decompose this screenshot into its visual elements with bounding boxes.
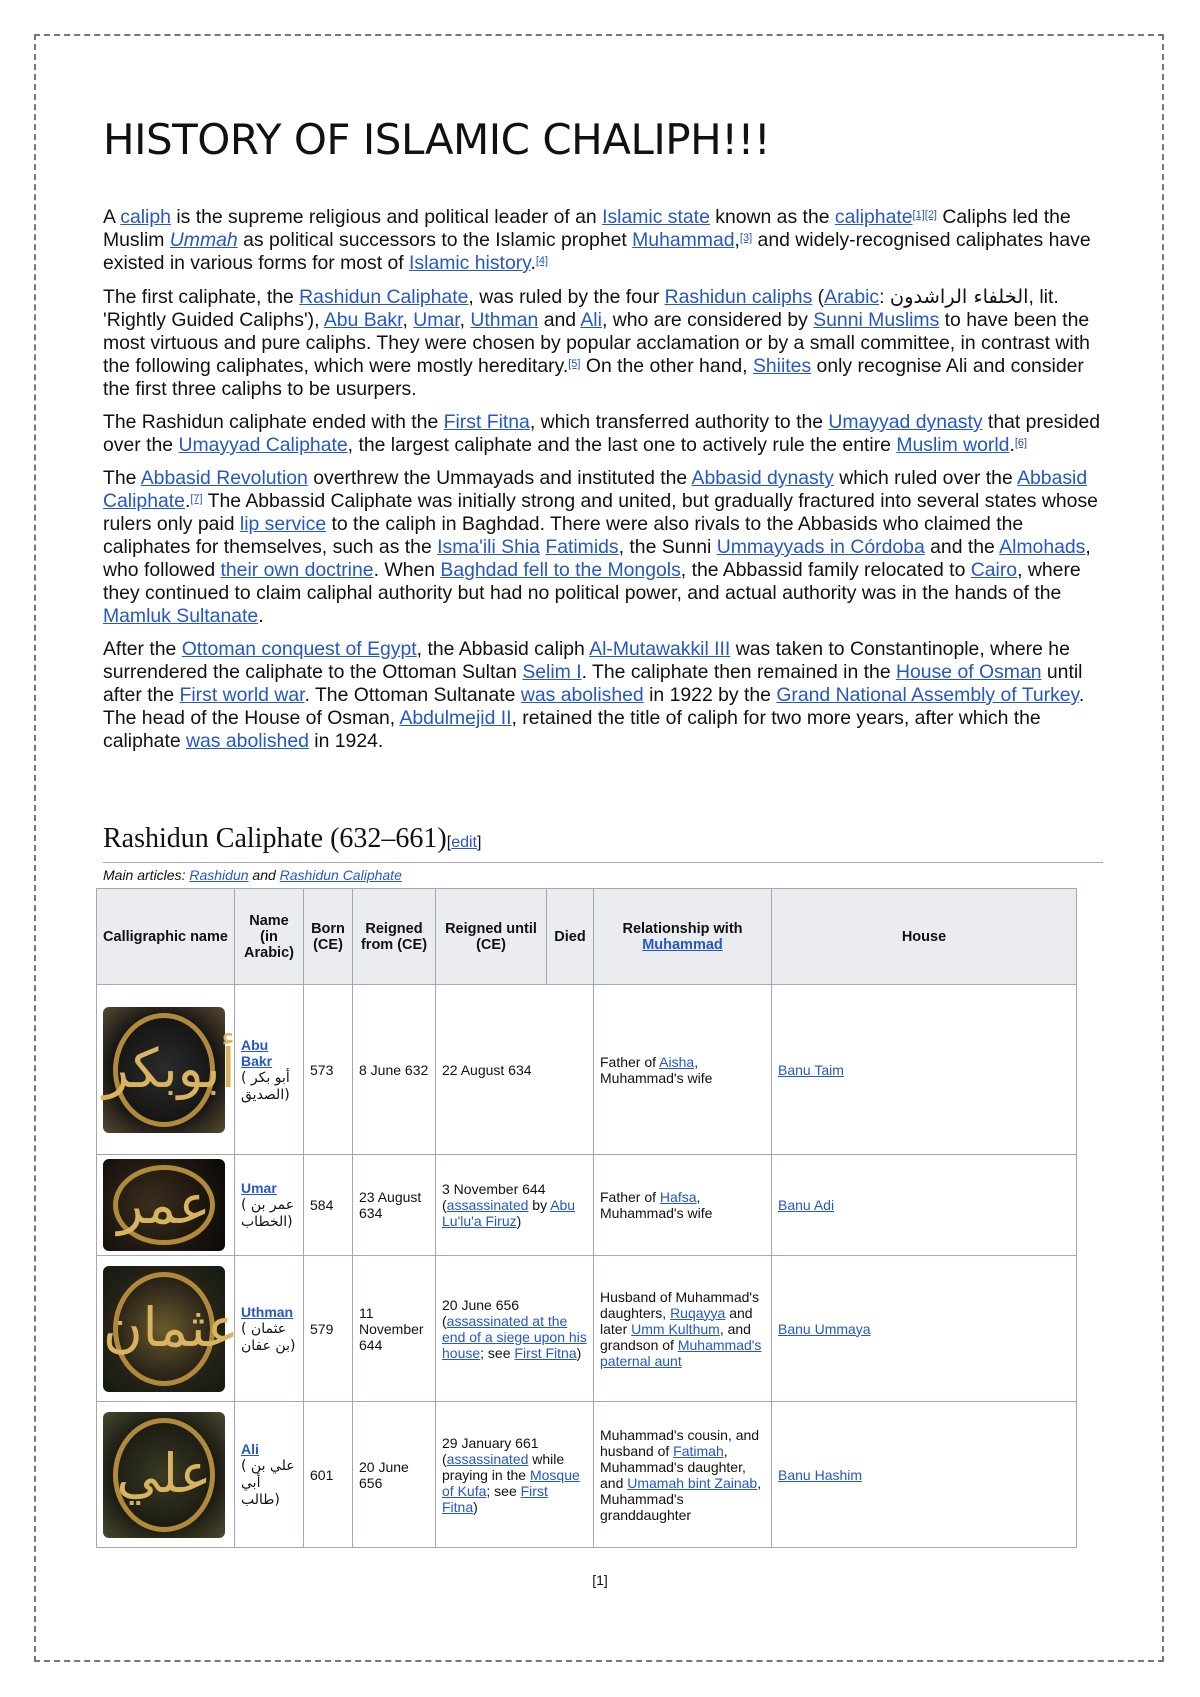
header-name: Name (in Arabic)	[235, 889, 304, 985]
rashidun-section	[103, 822, 1103, 883]
link-abu-bakr[interactable]: Abu Bakr	[323, 309, 403, 331]
link-house[interactable]: Banu Adi	[778, 1197, 835, 1213]
link-umm-kulthum[interactable]: Umm Kulthum	[631, 1320, 720, 1337]
text: while praying in the	[442, 1450, 565, 1483]
text: )	[576, 1344, 582, 1361]
link-was-abolished[interactable]: was abolished	[520, 684, 644, 706]
text: )	[516, 1213, 522, 1229]
link-assassinated[interactable]: assassinated	[446, 1197, 529, 1213]
link-caliph[interactable]: caliph	[120, 206, 171, 228]
text: After the	[103, 638, 182, 660]
link-first-fitna[interactable]: First Fitna	[442, 1482, 548, 1515]
text: .	[258, 605, 264, 627]
link-house[interactable]: Banu Taim	[778, 1061, 844, 1078]
link-muslim-world[interactable]: Muslim world	[896, 434, 1010, 456]
text: was taken to Constantinople, where he surrendered the caliphate to the Ottoman Sultan	[103, 638, 1070, 683]
name-cell	[235, 985, 304, 1155]
text: .	[530, 252, 536, 274]
text: , who are considered by	[601, 309, 814, 331]
relationship-cell	[594, 1155, 772, 1256]
link-muhammad[interactable]: Muhammad	[632, 229, 735, 251]
text: Main articles:	[103, 867, 190, 883]
relationship-cell	[594, 1256, 772, 1402]
name-cell	[235, 1256, 304, 1402]
paragraph-abbasid	[103, 467, 1103, 628]
link-mosque-kufa[interactable]: Mosque of Kufa	[442, 1466, 580, 1499]
text: .	[184, 490, 191, 512]
table-row	[97, 1155, 1077, 1256]
house-cell	[772, 1155, 1077, 1256]
relationship-cell	[594, 985, 772, 1155]
text: in 1924.	[308, 730, 384, 752]
link-name[interactable]: Ali	[241, 1441, 259, 1457]
link-house-of-osman[interactable]: House of Osman	[896, 661, 1042, 683]
table-row	[97, 985, 1077, 1155]
paragraph-intro	[103, 206, 1103, 275]
citation[interactable]: [3]	[739, 232, 753, 244]
page-title: HISTORY OF ISLAMIC CHALIPH!!!	[103, 115, 771, 164]
link-assassinated-siege[interactable]: assassinated at the end of a siege upon his house	[442, 1312, 587, 1361]
link-muhammad-header[interactable]: Muhammad	[642, 936, 723, 953]
link-rashidun[interactable]: Rashidun	[189, 867, 249, 883]
text: (	[812, 286, 825, 308]
main-articles-note	[103, 867, 1103, 883]
edit-bracket: ]	[476, 834, 482, 851]
text: , lit. 'Rightly Guided Caliphs'),	[103, 286, 1059, 331]
link-umayyad-caliphate[interactable]: Umayyad Caliphate	[178, 434, 348, 456]
house-cell	[772, 1256, 1077, 1402]
text: is the supreme religious and political leader of an	[170, 206, 603, 228]
header-relationship	[594, 889, 772, 985]
text: )	[473, 1498, 478, 1515]
link-al-mutawakkil[interactable]: Al-Mutawakkil III	[589, 638, 731, 660]
link-umar[interactable]: Umar	[413, 309, 460, 331]
header-calligraphic: Calligraphic name	[97, 889, 235, 985]
link-rashidun-caliphs[interactable]: Rashidun caliphs	[664, 286, 813, 308]
paragraph-ottoman	[103, 638, 1103, 753]
text: Husband of Muhammad's daughters,	[600, 1288, 760, 1321]
reigned-from-cell: 11 November 644	[353, 1256, 436, 1402]
text: and	[248, 867, 280, 883]
born-cell: 584	[304, 1155, 353, 1256]
link-was-abolished-2[interactable]: was abolished	[186, 730, 309, 752]
link-rashidun-caliphate[interactable]: Rashidun Caliphate	[299, 286, 469, 308]
paragraph-rashidun	[103, 285, 1103, 401]
text: and the	[924, 536, 1000, 558]
calligraphy-cell	[97, 1256, 239, 1402]
reigned-from-cell: 23 August 634	[353, 1155, 436, 1256]
link-ummah[interactable]: Ummah	[169, 229, 238, 251]
link-selim-i[interactable]: Selim I	[522, 661, 582, 683]
link-own-doctrine[interactable]: their own doctrine	[220, 559, 374, 581]
text: The Rashidun caliphate ended with the	[103, 411, 444, 433]
reigned-until-cell	[436, 1402, 594, 1548]
text: , Muhammad's granddaughter	[600, 1474, 762, 1523]
calligraphy-cell	[97, 1155, 235, 1256]
text: Relationship with	[622, 920, 743, 937]
text: 22 August 634	[442, 1061, 532, 1078]
reigned-from-cell: 8 June 632	[353, 985, 436, 1155]
name-cell	[235, 1402, 304, 1548]
citation[interactable]: [4]	[535, 255, 549, 267]
edit-bracket: [	[446, 834, 452, 851]
arabic-text: الخلفاء الراشدون	[889, 285, 1029, 308]
link-cairo[interactable]: Cairo	[970, 559, 1018, 581]
link-house[interactable]: Banu Hashim	[778, 1466, 863, 1483]
link-fatimah[interactable]: Fatimah	[673, 1442, 724, 1459]
text: ,	[734, 229, 740, 251]
calligraphy-cell	[97, 985, 235, 1155]
citation[interactable]: [5]	[568, 358, 581, 370]
table-row	[97, 1402, 1077, 1548]
reigned-until-cell	[436, 985, 594, 1155]
citation[interactable]: [6]	[1014, 437, 1028, 449]
text: , was ruled by the four	[468, 286, 665, 308]
text: known as the	[709, 206, 835, 228]
text: , where they continued to claim caliphal authority but had no political power, and actual authority was in the hands of the	[103, 559, 1081, 604]
text: A	[103, 206, 121, 228]
calligraphy-glyph: عثمان	[103, 1295, 239, 1359]
link-ummayyads-cordoba[interactable]: Ummayyads in Córdoba	[716, 536, 925, 558]
link-name[interactable]: Abu Bakr	[241, 1036, 273, 1069]
text: , the Sunni	[618, 536, 717, 558]
table-header-row	[97, 889, 1077, 985]
text: The	[103, 467, 141, 489]
text: . The Ottoman Sultanate	[304, 684, 521, 706]
reigned-from-cell: 20 June 656	[353, 1402, 436, 1548]
link-ali[interactable]: Ali	[580, 309, 602, 331]
text: and widely-recognised caliphates have existed in various forms for most of	[103, 229, 1091, 274]
text: , the Abbassid family relocated to	[680, 559, 971, 581]
paragraph-umayyad	[103, 411, 1103, 457]
link-uthman[interactable]: Uthman	[470, 309, 539, 331]
page-number: [1]	[592, 1572, 608, 1588]
text: ,	[402, 309, 414, 331]
text: , who followed	[103, 536, 1091, 581]
link-islamic-history[interactable]: Islamic history	[409, 252, 531, 274]
text: . The head of the House of Osman,	[103, 684, 1085, 729]
calligraphy-image	[103, 1266, 239, 1392]
link-abu-lulua[interactable]: Abu Lu'lu'a Firuz	[442, 1197, 576, 1229]
text: , and grandson of	[600, 1320, 751, 1353]
text: ; see	[480, 1344, 515, 1361]
text: , Muhammad's wife	[600, 1189, 713, 1221]
link-ottoman-conquest[interactable]: Ottoman conquest of Egypt	[181, 638, 417, 660]
born-cell: 579	[304, 1256, 353, 1402]
calligraphy-image	[103, 1412, 225, 1538]
link-baghdad-mongols[interactable]: Baghdad fell to the Mongols	[440, 559, 681, 581]
link-house[interactable]: Banu Ummaya	[778, 1320, 871, 1337]
header-reigned-from: Reigned from (CE)	[353, 889, 436, 985]
link-first-fitna[interactable]: First Fitna	[443, 411, 530, 433]
link-islamic-state[interactable]: Islamic state	[602, 206, 710, 228]
section-heading	[103, 822, 1103, 863]
text: 3 November 644 (	[442, 1181, 546, 1213]
text: . When	[373, 559, 441, 581]
text: , the Abbasid caliph	[416, 638, 590, 660]
text: to have been the most virtuous and pure caliphs. They were chosen by popular acclamation or by a small committee, in contrast with the following caliphates, which were mostly hereditary.	[103, 309, 1090, 377]
link-sunni-muslims[interactable]: Sunni Muslims	[813, 309, 940, 331]
table-row	[97, 1256, 1077, 1402]
text: The first caliphate, the	[103, 286, 300, 308]
reigned-until-cell	[436, 1256, 594, 1402]
text: which ruled over the	[833, 467, 1018, 489]
citation[interactable]: [7]	[190, 493, 203, 505]
link-abbasid-dynasty[interactable]: Abbasid dynasty	[691, 467, 834, 489]
main-content	[103, 100, 1103, 763]
text: that presided over the	[103, 411, 1101, 456]
link-umamah[interactable]: Umamah bint Zainab	[627, 1474, 758, 1491]
text: :	[879, 286, 890, 308]
link-abbasid-revolution[interactable]: Abbasid Revolution	[140, 467, 308, 489]
link-name[interactable]: Uthman	[241, 1303, 294, 1320]
header-born: Born (CE)	[304, 889, 353, 985]
text: as political successors to the Islamic prophet	[237, 229, 633, 251]
caliphs-table	[96, 888, 1077, 1548]
text: On the other hand,	[580, 355, 753, 377]
link-rashidun-caliphate-main[interactable]: Rashidun Caliphate	[279, 867, 402, 883]
text: , Muhammad's daughter, and	[600, 1442, 746, 1491]
text: . The caliphate then remained in the	[581, 661, 897, 683]
house-cell	[772, 1402, 1077, 1548]
link-arabic[interactable]: Arabic	[824, 286, 880, 308]
born-cell: 573	[304, 985, 353, 1155]
arabic-name: ( علي بن أبي طالب)	[241, 1458, 295, 1508]
arabic-name: ( عثمان بن عفان)	[241, 1320, 296, 1354]
header-house: House	[772, 889, 1077, 985]
text: to the caliph in Baghdad. There were also rivals to the Abbasids who claimed the caliphates for themselves, such as the	[103, 513, 1024, 558]
text: 29 January 661 (	[442, 1434, 539, 1467]
link-lip-service[interactable]: lip service	[239, 513, 327, 535]
text: until after the	[103, 661, 1083, 706]
arabic-name: ( عمر بن الخطاب)	[241, 1197, 295, 1230]
citation[interactable]: [1][2]	[912, 209, 937, 221]
calligraphy-image	[103, 1159, 225, 1251]
link-umayyad-dynasty[interactable]: Umayyad dynasty	[828, 411, 983, 433]
house-cell	[772, 985, 1077, 1155]
text: .	[1009, 434, 1015, 456]
text: 20 June 656 (	[442, 1296, 520, 1329]
text: ; see	[486, 1482, 521, 1499]
calligraphy-glyph: علي	[116, 1441, 212, 1505]
link-abdulmejid[interactable]: Abdulmejid II	[399, 707, 512, 729]
reigned-until-cell	[436, 1155, 594, 1256]
link-fatimids[interactable]: Fatimids	[545, 536, 619, 558]
section-heading-text: Rashidun Caliphate (632–661)	[103, 823, 447, 854]
text: , which transferred authority to the	[529, 411, 829, 433]
text: The Abbassid Caliphate was initially strong and united, but gradually fractured into several states whose rulers only paid	[103, 490, 1098, 535]
text: in 1922 by the	[643, 684, 777, 706]
link-name[interactable]: Umar	[241, 1180, 277, 1196]
calligraphy-cell	[97, 1402, 235, 1548]
text: overthrew the Ummayads and instituted the	[307, 467, 692, 489]
link-shiites[interactable]: Shiites	[752, 355, 812, 377]
text: , retained the title of caliph for two more years, after which the caliphate	[103, 707, 1041, 752]
link-first-world-war[interactable]: First world war	[179, 684, 305, 706]
text: and later	[600, 1304, 753, 1337]
link-ruqayya[interactable]: Ruqayya	[670, 1304, 726, 1321]
link-paternal-aunt[interactable]: Muhammad's paternal aunt	[600, 1336, 762, 1369]
link-ismaili-shia[interactable]: Isma'ili Shia	[437, 536, 540, 558]
relationship-cell	[594, 1402, 772, 1548]
arabic-name: ( أبو بكر الصديق)	[241, 1069, 290, 1103]
link-assassinated[interactable]: assassinated	[446, 1450, 529, 1467]
link-caliphate[interactable]: caliphate	[834, 206, 913, 228]
link-aisha[interactable]: Aisha	[659, 1053, 695, 1070]
born-cell: 601	[304, 1402, 353, 1548]
text: , the largest caliphate and the last one to actively rule the entire	[347, 434, 897, 456]
text: Caliphs led the Muslim	[103, 206, 1071, 251]
calligraphy-glyph: عمر	[117, 1173, 211, 1236]
name-cell	[235, 1155, 304, 1256]
link-grand-national-assembly[interactable]: Grand National Assembly of Turkey	[776, 684, 1079, 706]
edit-link[interactable]: edit	[451, 834, 477, 851]
text: , Muhammad's wife	[600, 1053, 713, 1086]
text: Father of	[600, 1189, 660, 1205]
link-first-fitna[interactable]: First Fitna	[514, 1344, 577, 1361]
calligraphy-image	[103, 1007, 236, 1133]
link-hafsa[interactable]: Hafsa	[659, 1189, 697, 1205]
header-reigned-until: Reigned until (CE)	[436, 889, 547, 985]
text: Father of	[600, 1053, 660, 1070]
link-mamluk-sultanate[interactable]: Mamluk Sultanate	[103, 605, 259, 627]
text: only recognise Ali and consider the first three caliphs to be usurpers.	[103, 355, 1084, 400]
calligraphy-glyph: أبوبكر	[103, 1036, 236, 1100]
link-abbasid-caliphate[interactable]: Abbasid Caliphate	[103, 467, 1088, 512]
text: and	[538, 309, 581, 331]
header-died: Died	[547, 889, 594, 985]
text: by	[528, 1197, 551, 1213]
text: ,	[459, 309, 471, 331]
text: Muhammad's cousin, and husband of	[600, 1426, 760, 1459]
link-almohads[interactable]: Almohads	[999, 536, 1086, 558]
